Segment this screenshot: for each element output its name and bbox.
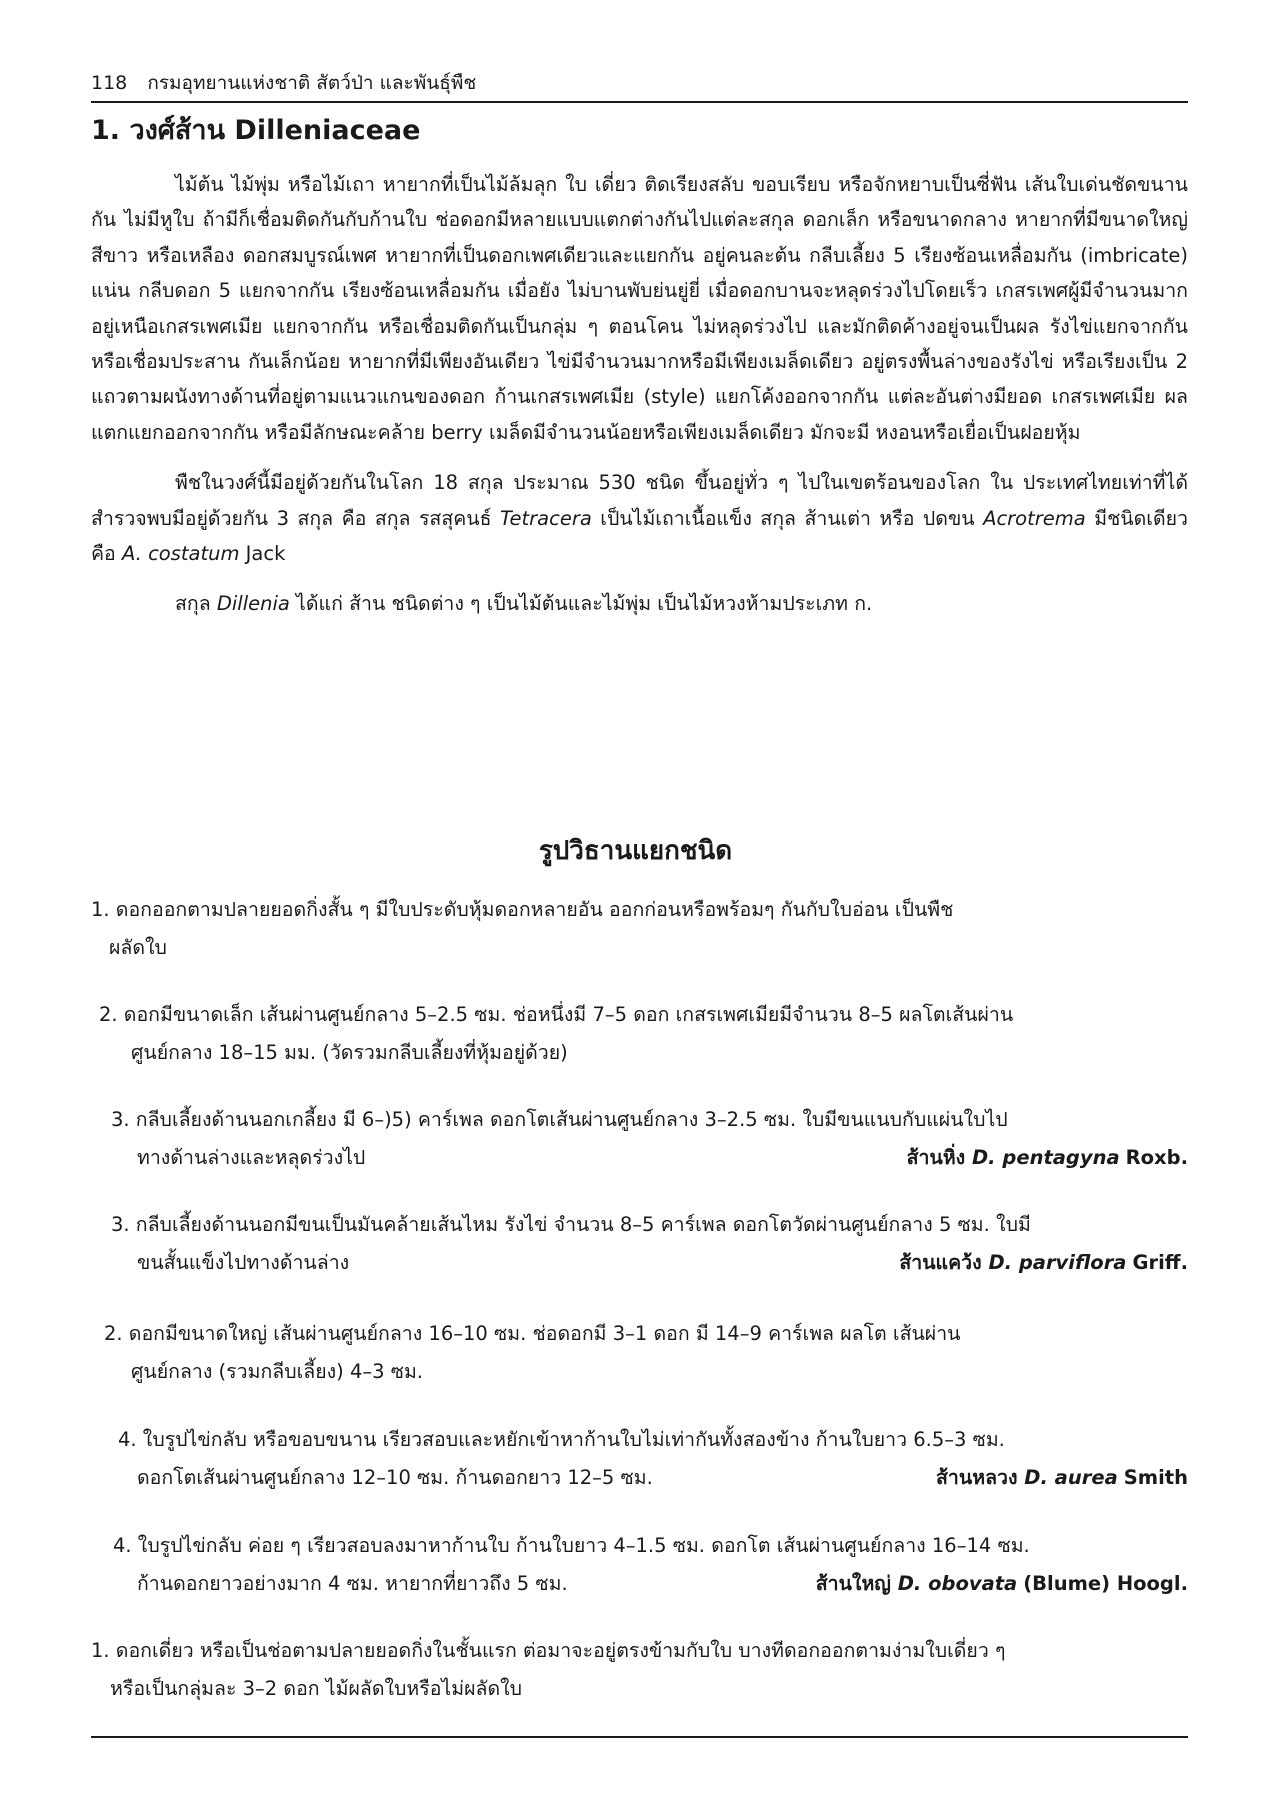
genera-paragraph: พืชในวงศ์นี้มีอยู่ด้วยกันในโลก 18 สกุล ประมาณ 530 ชนิด ขึ้นอยู่ทั่ว ๆ ไปในเขตร้อนของโลก ใน ประเทศไทยเท่าที่ได้สำรวจพบมีอยู่ด้วยกัน 3 สกุล คือ สกุล รสสุคนธ์ Tetracera เป็นไม้เถาเนื้อแข็ง สกุล ส้านเต่า หรือ ปดขน Acrotrema มีชนิดเดียว คือ A. costatum Jack [91,471,1188,566]
running-header [91,68,1188,98]
dillenia-paragraph: สกุล Dillenia ได้แก่ ส้าน ชนิดต่าง ๆ เป็นไม้ต้นและไม้พุ่ม เป็นไม้หวงห้ามประเภท ก. [175,592,873,616]
key-item: 2. ดอกมีขนาดใหญ่ เส้นผ่านศูนย์กลาง 16–10 ซม. ช่อดอกมี 3–1 ดอก มี 14–9 คาร์เพล ผลโต เส้นผ่าน ศูนย์กลาง (รวมกลีบเลี้ยง) 4–3 ซม. [104,1322,961,1383]
description-paragraph: ไม้ต้น ไม้พุ่ม หรือไม้เถา หายากที่เป็นไม้ล้มลุก ใบ เดี่ยว ติดเรียงสลับ ขอบเรียบ หรือจักหยาบเป็นซี่ฟัน เส้นใบเด่นชัดขนานกัน ไม่มีหูใบ ถ้ามีก็เชื่อมติดกันกับก้านใบ ช่อดอกมีหลายแบบแตกต่างกันไปแต่ละสกุล ดอกเล็ก หรือขนาดกลาง หายากที่มีขนาดใหญ่ สีขาว หรือเหลือง ดอกสมบูรณ์เพศ หายากที่เป็นดอกเพศเดียวและแยกกัน อยู่คนละต้น กลีบเลี้ยง 5 เรียงซ้อนเหลื่อมกัน (imbricate) แน่น กลีบดอก 5 แยกจากกัน เรียงซ้อนเหลื่อมกัน เมื่อยัง ไม่บานพับย่นยู่ยี่ เมื่อดอกบานจะหลุดร่วงไปโดยเร็ว เกสรเพศผู้มีจำนวนมากอยู่เหนือเกสรเพศเมีย แยกจากกัน หรือเชื่อมติดกันเป็นกลุ่ม ๆ ตอนโคน ไม่หลุดร่วงไป และมักติดค้างอยู่จนเป็นผล รังไข่แยกจากกันหรือเชื่อมประสาน กันเล็กน้อย หายากที่มีเพียงอันเดียว ไข่มีจำนวนมากหรือมีเพียงเมล็ดเดียว อยู่ตรงพื้นล่างของรังไข่ หรือเรียงเป็น 2 แถวตามผนังทางด้านที่อยู่ตามแนวแกนของดอก ก้านเกสรเพศเมีย (style) แยกโค้งออกจากกัน แต่ละอันต่างมียอด เกสรเพศเมีย ผล แตกแยกออกจากกัน หรือมีลักษณะคล้าย berry เมล็ดมีจำนวนน้อยหรือเพียงเมล็ดเดียว มักจะมี หงอนหรือเยื่อเป็นฝอยหุ้ม [91,173,1188,444]
species-name: ส้านใหญ่ D. obovata (Blume) Hoogl. [815,1572,1188,1595]
header-rule [91,101,1188,103]
footer-rule [91,1736,1188,1738]
key-item: 4. ใบรูปไข่กลับ ค่อย ๆ เรียวสอบลงมาหาก้านใบ ก้านใบยาว 4–1.5 ซม. ดอกโต เส้นผ่านศูนย์กลาง 16–14 ซม. ก้านดอกยาวอย่างมาก 4 ซม. หายากที่ยาวถึง 5 ซม. ส้านใหญ่ D. obovata (Blume) Hoogl. [113,1527,1188,1603]
running-title: กรมอุทยานแห่งชาติ สัตว์ป่า และพันธุ์พืช [147,72,477,94]
page-number: 118 [91,72,128,94]
key-item: 3. กลีบเลี้ยงด้านนอกมีขนเป็นมันคล้ายเส้นไหม รังไข่ จำนวน 8–5 คาร์เพล ดอกโตวัดผ่านศูนย์กลาง 5 ซม. ใบมี ขนสั้นแข็งไปทางด้านล่าง ส้านแคว้ง D. parviflora Griff. [111,1206,1188,1282]
species-name: ส้านแคว้ง D. parviflora Griff. [899,1251,1188,1274]
key-item: 1. ดอกเดี่ยว หรือเป็นช่อตามปลายยอดกิ่งในชั้นแรก ต่อมาจะอยู่ตรงข้ามกับใบ บางทีดอกออกตามง่ามใบเดี่ยว ๆ หรือเป็นกลุ่มละ 3–2 ดอก ไม้ผลัดใบหรือไม่ผลัดใบ [91,1639,1006,1700]
species-name: ส้านหิ่ง D. pentagyna Roxb. [906,1146,1188,1169]
genus-name: Tetracera [500,506,592,530]
key-item: 1. ดอกออกตามปลายยอดกิ่งสั้น ๆ มีใบประดับหุ้มดอกหลายอัน ออกก่อนหรือพร้อมๆ กันกับใบอ่อน เป็นพืช ผลัดใบ [91,898,954,959]
species-name: ส้านหลวง D. aurea Smith [936,1466,1188,1489]
key-item: 4. ใบรูปไข่กลับ หรือขอบขนาน เรียวสอบและหยักเข้าหาก้านใบไม่เท่ากันทั้งสองข้าง ก้านใบยาว 6.5–3 ซม. ดอกโตเส้นผ่านศูนย์กลาง 12–10 ซม. ก้านดอกยาว 12–5 ซม. ส้านหลวง D. aurea Smith [118,1421,1188,1497]
family-heading: 1. วงศ์ส้าน Dilleniaceae [91,115,421,146]
genus-name: Acrotrema [983,506,1086,530]
key-heading: รูปวิธานแยกชนิด [538,836,733,866]
family-description [91,167,1188,622]
species-name: A. costatum [121,542,240,566]
genus-name: Dillenia [216,592,290,616]
key-item: 3. กลีบเลี้ยงด้านนอกเกลี้ยง มี 6–)5) คาร์เพล ดอกโตเส้นผ่านศูนย์กลาง 3–2.5 ซม. ใบมีขนแนบกับแผ่นใบไป ทางด้านล่างและหลุดร่วงไป ส้านหิ่ง D. pentagyna Roxb. [111,1101,1188,1177]
key-item: 2. ดอกมีขนาดเล็ก เส้นผ่านศูนย์กลาง 5–2.5 ซม. ช่อหนึ่งมี 7–5 ดอก เกสรเพศเมียมีจำนวน 8–5 ผลโตเส้นผ่าน ศูนย์กลาง 18–15 มม. (วัดรวมกลีบเลี้ยงที่หุ้มอยู่ด้วย) [99,1003,1014,1064]
